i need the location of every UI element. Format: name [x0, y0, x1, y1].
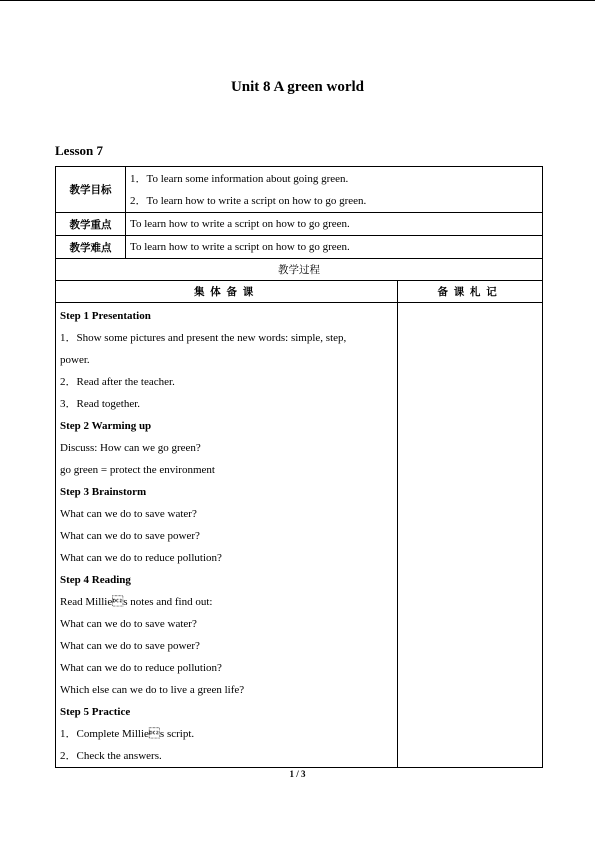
step-line: Discuss: How can we go green?	[60, 442, 201, 454]
objectives-value	[126, 167, 543, 213]
objective-item: 2．To learn how to write a script on how to go green.	[130, 194, 367, 207]
step-line: 2．Check the answers.	[60, 750, 162, 762]
document-title: Unit 8 A green world	[230, 79, 365, 95]
prep-notes-header: 备课札记	[398, 281, 543, 303]
page-number: 1 / 3	[289, 769, 306, 779]
lesson-heading: Lesson 7	[55, 143, 104, 158]
step-line: What can we do to save power?	[60, 530, 200, 542]
step-line: What can we do to save water?	[60, 618, 197, 630]
process-header-row	[56, 259, 543, 281]
difficult-point-label: 教学难点	[56, 236, 126, 259]
step-heading: Step 1 Presentation	[60, 310, 151, 322]
difficult-point-row	[56, 236, 543, 259]
key-point-value: To learn how to write a script on how to go green.	[126, 213, 543, 236]
step-line: What can we do to save power?	[60, 640, 200, 652]
step-line: 2．Read after the teacher.	[60, 376, 175, 388]
step-line: Read Millies notes and find out:	[60, 596, 213, 608]
top-border-line	[0, 0, 595, 1]
step-line: go green = protect the environment	[60, 464, 215, 476]
process-content-row	[56, 303, 543, 768]
step-heading: Step 4 Reading	[60, 574, 131, 586]
step-line: 1．Show some pictures and present the new words: simple, step,	[60, 332, 347, 344]
objective-item: 1．To learn some information about going green.	[130, 172, 349, 185]
process-columns-row	[56, 281, 543, 303]
steps-content	[56, 303, 398, 768]
step-line: power.	[60, 354, 90, 366]
step-line: 1．Complete Millies script.	[60, 728, 195, 740]
process-header: 教学过程	[56, 259, 543, 281]
lesson-plan-table	[55, 166, 543, 768]
key-point-label: 教学重点	[56, 213, 126, 236]
step-line: What can we do to reduce pollution?	[60, 552, 222, 564]
step-line: 3．Read together.	[60, 398, 141, 410]
step-line: Which else can we do to live a green life?	[60, 684, 245, 696]
collective-prep-header: 集体备课	[56, 281, 398, 303]
objectives-label: 教学目标	[56, 167, 126, 213]
key-point-row	[56, 213, 543, 236]
step-heading: Step 3 Brainstorm	[60, 486, 147, 498]
objectives-row	[56, 167, 543, 213]
prep-notes-content	[398, 303, 543, 768]
step-line: What can we do to reduce pollution?	[60, 662, 222, 674]
difficult-point-value: To learn how to write a script on how to go green.	[126, 236, 543, 259]
step-heading: Step 5 Practice	[60, 706, 131, 718]
step-line: What can we do to save water?	[60, 508, 197, 520]
step-heading: Step 2 Warming up	[60, 420, 152, 432]
